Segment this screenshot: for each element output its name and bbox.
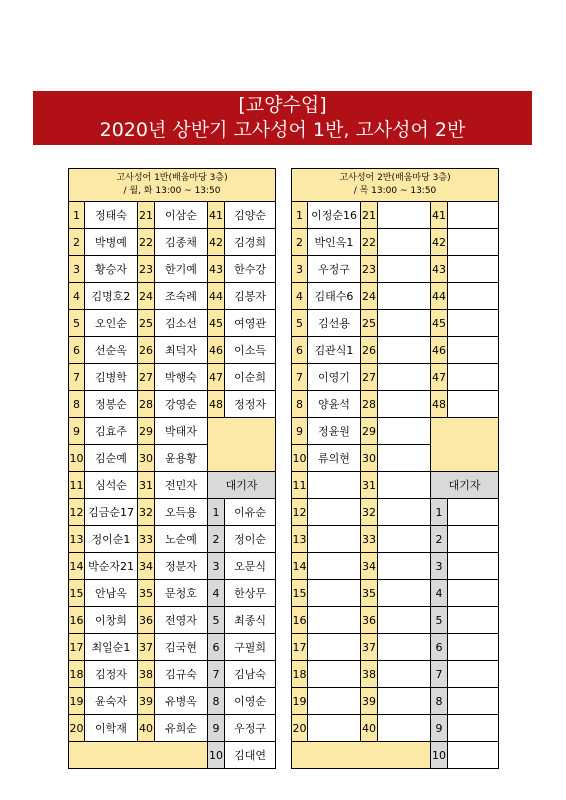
waitlist-name: 김대연 <box>225 742 276 769</box>
student-name: 김종채 <box>155 229 208 256</box>
table-row <box>69 202 276 229</box>
seat-number: 43 <box>431 256 448 283</box>
seat-number: 7 <box>69 364 85 391</box>
seat-number: 26 <box>138 337 155 364</box>
seat-number: 17 <box>69 634 85 661</box>
seat-number: 40 <box>138 715 155 742</box>
student-name: 한기예 <box>155 256 208 283</box>
student-name: 윤숙자 <box>85 688 138 715</box>
seat-number: 44 <box>431 283 448 310</box>
seat-number: 12 <box>292 499 308 526</box>
student-name: 김국현 <box>155 634 208 661</box>
table-row <box>69 256 276 283</box>
seat-number: 42 <box>208 229 225 256</box>
seat-number: 29 <box>361 418 378 445</box>
seat-number: 15 <box>69 580 85 607</box>
student-name: 정정자 <box>225 391 276 418</box>
seat-number: 30 <box>361 445 378 472</box>
student-name <box>308 553 361 580</box>
seat-number: 28 <box>138 391 155 418</box>
student-name: 이학재 <box>85 715 138 742</box>
waitlist-name <box>448 607 499 634</box>
seat-number: 6 <box>69 337 85 364</box>
seat-number: 23 <box>361 256 378 283</box>
student-name: 정이순1 <box>85 526 138 553</box>
class2-roster-table <box>291 168 499 769</box>
waitlist-name <box>448 580 499 607</box>
waitlist-number: 10 <box>208 742 225 769</box>
student-name: 김소선 <box>155 310 208 337</box>
student-name: 박병예 <box>85 229 138 256</box>
student-name <box>378 391 431 418</box>
seat-number: 18 <box>69 661 85 688</box>
class2-header <box>292 169 499 202</box>
student-name <box>448 310 499 337</box>
class2-header-schedule: / 목 13:00 ~ 13:50 <box>353 186 437 196</box>
table-row <box>69 607 276 634</box>
student-name: 이영기 <box>308 364 361 391</box>
seat-number: 47 <box>208 364 225 391</box>
student-name <box>448 202 499 229</box>
seat-number: 5 <box>292 310 308 337</box>
student-name: 황승자 <box>85 256 138 283</box>
waitlist-number: 1 <box>208 499 225 526</box>
student-name: 박태자 <box>155 418 208 445</box>
seat-number: 48 <box>208 391 225 418</box>
waitlist-number: 3 <box>208 553 225 580</box>
class1-roster-table <box>68 168 276 769</box>
seat-number: 18 <box>292 661 308 688</box>
seat-number: 5 <box>69 310 85 337</box>
student-name: 우정구 <box>308 256 361 283</box>
seat-number: 44 <box>208 283 225 310</box>
student-name <box>308 715 361 742</box>
table-row <box>292 580 499 607</box>
student-name: 전영자 <box>155 607 208 634</box>
table-row <box>69 688 276 715</box>
student-name <box>378 688 431 715</box>
seat-number: 27 <box>361 364 378 391</box>
waitlist-number: 1 <box>431 499 448 526</box>
student-name <box>378 634 431 661</box>
student-name: 박행숙 <box>155 364 208 391</box>
waitlist-number: 8 <box>208 688 225 715</box>
waitlist-number: 7 <box>431 661 448 688</box>
waitlist-name: 정이순 <box>225 526 276 553</box>
student-name <box>378 472 431 499</box>
seat-number: 4 <box>69 283 85 310</box>
seat-number: 3 <box>69 256 85 283</box>
table-row <box>292 256 499 283</box>
student-name <box>448 391 499 418</box>
seat-number: 48 <box>431 391 448 418</box>
waitlist-name: 오문식 <box>225 553 276 580</box>
seat-number: 32 <box>138 499 155 526</box>
seat-number: 39 <box>138 688 155 715</box>
table-row <box>69 337 276 364</box>
class1-header-title: 고사성어 1반(배움마당 3층) <box>116 173 228 183</box>
student-name: 김병학 <box>85 364 138 391</box>
student-name <box>308 526 361 553</box>
title-banner <box>33 91 532 145</box>
waitlist-name <box>448 688 499 715</box>
seat-number: 36 <box>361 607 378 634</box>
seat-number: 20 <box>69 715 85 742</box>
student-name: 선순옥 <box>85 337 138 364</box>
student-name <box>308 472 361 499</box>
table-row <box>69 418 276 445</box>
table-row <box>69 634 276 661</box>
seat-number: 31 <box>138 472 155 499</box>
seat-number: 41 <box>208 202 225 229</box>
seat-number: 20 <box>292 715 308 742</box>
student-name: 강영순 <box>155 391 208 418</box>
waitlist-name: 이영순 <box>225 688 276 715</box>
seat-number: 8 <box>292 391 308 418</box>
class1-header-schedule: / 월, 화 13:00 ~ 13:50 <box>123 186 221 196</box>
seat-number: 25 <box>361 310 378 337</box>
seat-number: 42 <box>431 229 448 256</box>
student-name: 김봉자 <box>225 283 276 310</box>
table-row <box>69 553 276 580</box>
waitlist-heading: 대기자 <box>431 472 499 499</box>
table-row <box>69 499 276 526</box>
seat-number: 16 <box>69 607 85 634</box>
table-row <box>292 661 499 688</box>
seat-number: 9 <box>292 418 308 445</box>
seat-number: 14 <box>292 553 308 580</box>
seat-number: 45 <box>431 310 448 337</box>
table-row <box>292 337 499 364</box>
table-row <box>69 391 276 418</box>
seat-number: 47 <box>431 364 448 391</box>
table-row <box>69 364 276 391</box>
seat-number: 35 <box>138 580 155 607</box>
student-name <box>448 364 499 391</box>
waitlist-name <box>448 634 499 661</box>
student-name: 유희순 <box>155 715 208 742</box>
table-row <box>292 526 499 553</box>
student-name: 양윤석 <box>308 391 361 418</box>
student-name <box>378 715 431 742</box>
student-name: 오득용 <box>155 499 208 526</box>
class1-header <box>69 169 276 202</box>
student-name: 박인옥1 <box>308 229 361 256</box>
waitlist-name: 한상무 <box>225 580 276 607</box>
student-name <box>308 580 361 607</box>
student-name: 문청호 <box>155 580 208 607</box>
student-name: 김선용 <box>308 310 361 337</box>
student-name <box>378 202 431 229</box>
waitlist-heading: 대기자 <box>208 472 276 499</box>
student-name: 정윤원 <box>308 418 361 445</box>
waitlist-name <box>448 553 499 580</box>
waitlist-name <box>448 715 499 742</box>
banner-title: 2020년 상반기 고사성어 1반, 고사성어 2반 <box>99 119 466 141</box>
seat-number: 6 <box>292 337 308 364</box>
student-name: 김규숙 <box>155 661 208 688</box>
table-row <box>292 742 499 769</box>
student-name <box>378 310 431 337</box>
seat-number: 33 <box>361 526 378 553</box>
seat-number: 38 <box>138 661 155 688</box>
waitlist-name <box>448 499 499 526</box>
student-name: 전민자 <box>155 472 208 499</box>
seat-number: 2 <box>69 229 85 256</box>
seat-number: 23 <box>138 256 155 283</box>
table-row <box>292 634 499 661</box>
table-row <box>292 364 499 391</box>
waitlist-number: 9 <box>431 715 448 742</box>
seat-number: 37 <box>361 634 378 661</box>
seat-number: 22 <box>361 229 378 256</box>
seat-number: 39 <box>361 688 378 715</box>
table-row <box>292 283 499 310</box>
seat-number: 16 <box>292 607 308 634</box>
empty-cell <box>69 742 208 769</box>
student-name <box>378 580 431 607</box>
table-row <box>69 742 276 769</box>
student-name <box>448 229 499 256</box>
seat-number: 24 <box>361 283 378 310</box>
seat-number: 28 <box>361 391 378 418</box>
student-name: 김금순17 <box>85 499 138 526</box>
seat-number: 9 <box>69 418 85 445</box>
seat-number: 3 <box>292 256 308 283</box>
seat-number: 45 <box>208 310 225 337</box>
waitlist-number: 6 <box>208 634 225 661</box>
empty-cell <box>292 742 431 769</box>
waitlist-number: 2 <box>208 526 225 553</box>
student-name <box>378 526 431 553</box>
seat-number: 41 <box>431 202 448 229</box>
banner-category: [교양수업] <box>238 94 327 116</box>
seat-number: 25 <box>138 310 155 337</box>
seat-number: 10 <box>292 445 308 472</box>
seat-number: 31 <box>361 472 378 499</box>
seat-number: 24 <box>138 283 155 310</box>
waitlist-number: 5 <box>208 607 225 634</box>
student-name: 최덕자 <box>155 337 208 364</box>
student-name: 이정순16 <box>308 202 361 229</box>
student-name: 김양순 <box>225 202 276 229</box>
table-row <box>69 229 276 256</box>
student-name: 이삼순 <box>155 202 208 229</box>
table-row <box>69 283 276 310</box>
table-row <box>292 202 499 229</box>
student-name <box>448 256 499 283</box>
student-name: 여영관 <box>225 310 276 337</box>
seat-number: 10 <box>69 445 85 472</box>
seat-number: 38 <box>361 661 378 688</box>
student-name <box>378 553 431 580</box>
seat-number: 2 <box>292 229 308 256</box>
table-row <box>292 499 499 526</box>
table-row <box>292 310 499 337</box>
seat-number: 26 <box>361 337 378 364</box>
seat-number: 1 <box>69 202 85 229</box>
student-name: 류의현 <box>308 445 361 472</box>
table-row <box>292 607 499 634</box>
seat-number: 46 <box>431 337 448 364</box>
seat-number: 15 <box>292 580 308 607</box>
seat-number: 17 <box>292 634 308 661</box>
seat-number: 34 <box>361 553 378 580</box>
student-name: 김경희 <box>225 229 276 256</box>
waitlist-name: 김남숙 <box>225 661 276 688</box>
student-name <box>308 499 361 526</box>
waitlist-number: 10 <box>431 742 448 769</box>
waitlist-name: 우정구 <box>225 715 276 742</box>
seat-number: 21 <box>361 202 378 229</box>
student-name: 정봉순 <box>85 391 138 418</box>
seat-number: 30 <box>138 445 155 472</box>
student-name: 윤용황 <box>155 445 208 472</box>
seat-number: 8 <box>69 391 85 418</box>
student-name: 오인순 <box>85 310 138 337</box>
student-name <box>378 229 431 256</box>
seat-number: 29 <box>138 418 155 445</box>
seat-number: 33 <box>138 526 155 553</box>
student-name: 김태수6 <box>308 283 361 310</box>
seat-number: 46 <box>208 337 225 364</box>
table-row <box>292 715 499 742</box>
seat-number: 11 <box>69 472 85 499</box>
student-name: 김효주 <box>85 418 138 445</box>
seat-number: 14 <box>69 553 85 580</box>
seat-number: 19 <box>69 688 85 715</box>
table-row <box>69 661 276 688</box>
seat-number: 35 <box>361 580 378 607</box>
student-name <box>378 256 431 283</box>
student-name: 정분자 <box>155 553 208 580</box>
waitlist-number: 4 <box>208 580 225 607</box>
student-name <box>378 607 431 634</box>
student-name: 노순예 <box>155 526 208 553</box>
student-name: 박순자21 <box>85 553 138 580</box>
seat-number: 36 <box>138 607 155 634</box>
seat-number: 22 <box>138 229 155 256</box>
waitlist-number: 2 <box>431 526 448 553</box>
student-name: 유병옥 <box>155 688 208 715</box>
table-row <box>292 391 499 418</box>
seat-number: 13 <box>292 526 308 553</box>
empty-cell <box>431 418 499 472</box>
waitlist-name: 구필희 <box>225 634 276 661</box>
student-name: 김정자 <box>85 661 138 688</box>
seat-number: 19 <box>292 688 308 715</box>
waitlist-number: 5 <box>431 607 448 634</box>
student-name: 심석순 <box>85 472 138 499</box>
waitlist-number: 3 <box>431 553 448 580</box>
table-row <box>292 229 499 256</box>
seat-number: 43 <box>208 256 225 283</box>
student-name: 이순희 <box>225 364 276 391</box>
seat-number: 37 <box>138 634 155 661</box>
table-row <box>292 553 499 580</box>
student-name: 안남옥 <box>85 580 138 607</box>
student-name <box>448 337 499 364</box>
seat-number: 4 <box>292 283 308 310</box>
student-name <box>378 364 431 391</box>
waitlist-name <box>448 742 499 769</box>
table-row <box>292 472 499 499</box>
student-name: 정태숙 <box>85 202 138 229</box>
student-name <box>308 634 361 661</box>
waitlist-name <box>448 526 499 553</box>
seat-number: 1 <box>292 202 308 229</box>
seat-number: 12 <box>69 499 85 526</box>
student-name: 김순예 <box>85 445 138 472</box>
student-name <box>448 283 499 310</box>
student-name <box>378 445 431 472</box>
waitlist-name: 최종식 <box>225 607 276 634</box>
student-name <box>378 283 431 310</box>
student-name: 이소득 <box>225 337 276 364</box>
student-name <box>378 661 431 688</box>
student-name <box>378 499 431 526</box>
table-row <box>69 580 276 607</box>
table-row <box>69 526 276 553</box>
student-name: 한수강 <box>225 256 276 283</box>
seat-number: 40 <box>361 715 378 742</box>
waitlist-number: 8 <box>431 688 448 715</box>
empty-cell <box>208 418 276 472</box>
table-row <box>69 310 276 337</box>
student-name: 김관식1 <box>308 337 361 364</box>
seat-number: 27 <box>138 364 155 391</box>
student-name <box>378 418 431 445</box>
student-name: 조숙례 <box>155 283 208 310</box>
seat-number: 32 <box>361 499 378 526</box>
student-name: 이창희 <box>85 607 138 634</box>
table-row <box>292 688 499 715</box>
student-name <box>378 337 431 364</box>
student-name: 김명호2 <box>85 283 138 310</box>
student-name <box>308 661 361 688</box>
waitlist-number: 6 <box>431 634 448 661</box>
seat-number: 11 <box>292 472 308 499</box>
seat-number: 7 <box>292 364 308 391</box>
seat-number: 34 <box>138 553 155 580</box>
table-row <box>69 472 276 499</box>
waitlist-number: 4 <box>431 580 448 607</box>
seat-number: 13 <box>69 526 85 553</box>
student-name: 최일순1 <box>85 634 138 661</box>
seat-number: 21 <box>138 202 155 229</box>
student-name <box>308 688 361 715</box>
student-name <box>308 607 361 634</box>
class2-header-title: 고사성어 2반(배움마당 3층) <box>339 173 451 183</box>
waitlist-name <box>448 661 499 688</box>
waitlist-name: 이유순 <box>225 499 276 526</box>
waitlist-number: 7 <box>208 661 225 688</box>
table-row <box>292 418 499 445</box>
waitlist-number: 9 <box>208 715 225 742</box>
table-row <box>69 715 276 742</box>
